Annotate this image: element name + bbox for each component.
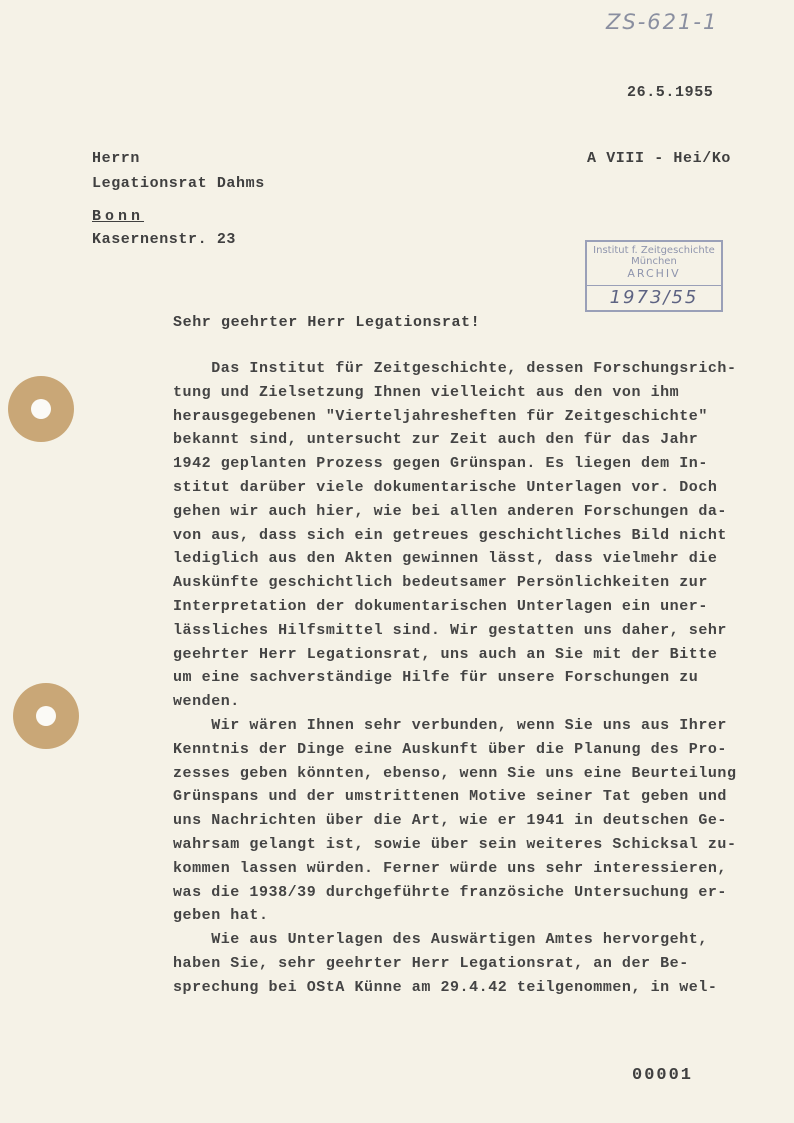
body-line: Auskünfte geschichtlich bedeutsamer Persönlichkeiten zur bbox=[173, 574, 708, 592]
archive-stamp bbox=[585, 240, 723, 312]
body-line: Wir wären Ihnen sehr verbunden, wenn Sie uns aus Ihrer bbox=[173, 717, 727, 734]
punch-hole-bottom bbox=[13, 683, 79, 749]
body-line: lässliches Hilfsmittel sind. Wir gestatten uns daher, sehr bbox=[173, 621, 727, 639]
stamp-line3: ARCHIV bbox=[627, 267, 681, 280]
body-line: Wie aus Unterlagen des Auswärtigen Amtes hervorgeht, bbox=[173, 931, 708, 949]
body-line: lediglich aus den Akten gewinnen lässt, dass vielmehr die bbox=[173, 550, 718, 568]
recipient-city: Bonn bbox=[92, 208, 145, 225]
body-line: uns Nachrichten über die Art, wie er 1941 in deutschen Ge- bbox=[173, 812, 727, 830]
body-line: geehrter Herr Legationsrat, uns auch an Sie mit der Bitte bbox=[173, 645, 718, 663]
body-line: wahrsam gelangt ist, sowie über sein weiteres Schicksal zu- bbox=[173, 836, 737, 853]
body-line: gehen wir auch hier, wie bei allen anderen Forschungen da- bbox=[173, 502, 727, 520]
handwritten-reference: ZS-621-1 bbox=[606, 10, 719, 34]
letter-date: 26.5.1955 bbox=[627, 84, 714, 101]
body-line: herausgegebenen "Vierteljahresheften für Zeitgeschichte" bbox=[173, 407, 708, 425]
body-line: um eine sachverständige Hilfe für unsere Forschungen zu bbox=[173, 669, 699, 687]
body-line: bekannt sind, untersucht zur Zeit auch den für das Jahr bbox=[173, 431, 699, 449]
body-line: tung und Zielsetzung Ihnen vielleicht aus den von ihm bbox=[173, 383, 680, 401]
body-line: sprechung bei OStA Künne am 29.4.42 teilgenommen, in wel- bbox=[173, 978, 718, 996]
body-line: haben Sie, sehr geehrter Herr Legationsrat, an der Be- bbox=[173, 955, 689, 972]
stamp-number: 1973/55 bbox=[587, 285, 721, 308]
body-line: von aus, dass sich ein getreues geschichtliches Bild nicht bbox=[173, 526, 727, 544]
body-line: Grünspans und der umstrittenen Motive seiner Tat geben und bbox=[173, 788, 727, 806]
punch-hole-top bbox=[8, 376, 74, 442]
recipient-line1: Herrn bbox=[92, 150, 141, 167]
body-line: Kenntnis der Dinge eine Auskunft über die Planung des Pro- bbox=[173, 740, 727, 758]
body-line: geben hat. bbox=[173, 907, 269, 925]
reference-code: A VIII - Hei/Ko bbox=[587, 150, 732, 167]
body-line: 1942 geplanten Prozess gegen Grünspan. Es liegen dem In- bbox=[173, 455, 708, 473]
recipient-street: Kasernenstr. 23 bbox=[92, 231, 237, 248]
body-line: was die 1938/39 durchgeführte französiche Untersuchung er- bbox=[173, 883, 727, 901]
stamp-line1: Institut f. Zeitgeschichte bbox=[593, 245, 715, 256]
body-line: kommen lassen würden. Ferner würde uns sehr interessieren, bbox=[173, 859, 727, 877]
recipient-line2: Legationsrat Dahms bbox=[92, 175, 265, 192]
body-line: Interpretation der dokumentarischen Unterlagen ein uner- bbox=[173, 598, 708, 615]
body-line: stitut darüber viele dokumentarische Unterlagen vor. Doch bbox=[173, 479, 718, 496]
stamp-line2: München bbox=[631, 256, 677, 267]
body-line: wenden. bbox=[173, 693, 240, 711]
page-number: 00001 bbox=[632, 1066, 694, 1085]
body-line: Das Institut für Zeitgeschichte, dessen Forschungsrich- bbox=[173, 360, 737, 377]
salutation: Sehr geehrter Herr Legationsrat! bbox=[173, 314, 481, 331]
body-line: zesses geben könnten, ebenso, wenn Sie uns eine Beurteilung bbox=[173, 764, 737, 782]
